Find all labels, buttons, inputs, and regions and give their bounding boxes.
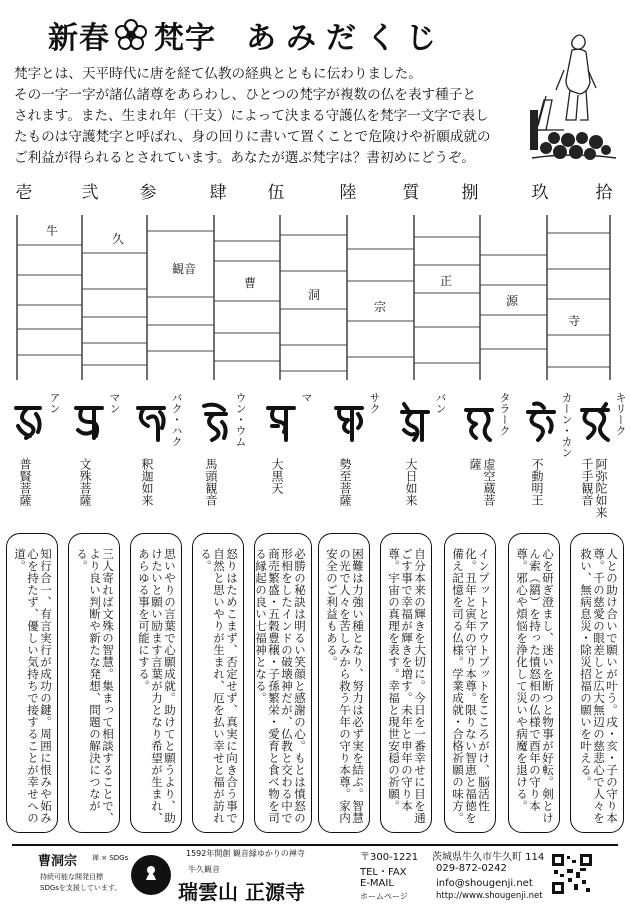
intro-line: されます。また、生まれ年（干支）によって決まる守護仏を梵字一文字で表し: [14, 108, 489, 124]
bonji-item: [456, 392, 516, 512]
bonji-item: [66, 392, 126, 512]
amidakuji-ladder: [14, 205, 614, 380]
bonji-man-icon: [72, 400, 106, 444]
bonji-saku-icon: [332, 400, 366, 444]
sdgs-support: SDGsを支援しています。: [40, 884, 122, 892]
description-box: [192, 533, 244, 833]
description-box: [380, 533, 432, 833]
qr-code-icon[interactable]: [552, 854, 592, 894]
bonji-item: [192, 392, 252, 512]
numeral-4: 肆: [209, 183, 227, 203]
ladder-label: 寺: [567, 314, 581, 328]
bonji-ma-icon: [264, 400, 298, 444]
ladder-label: 観音: [171, 262, 197, 276]
description-box: [570, 533, 624, 833]
ladder-label: 洞: [307, 288, 321, 302]
postal-code: 〒300-1221: [360, 852, 419, 863]
numeral-9: 玖: [531, 183, 549, 203]
description-text: 自分本来の輝きを大切に。今日を一番幸せに目を通ごす事で幸福が輝きを増す。未年と申年の守り本尊。宇宙の真理を表す。幸福と現世安穏の祈願。: [387, 548, 427, 824]
history-text: 1592年開創 観音縁ゆかりの禅寺: [186, 849, 305, 858]
bonji-item: [518, 392, 578, 512]
numeral-6: 陸: [339, 183, 357, 203]
bonji-an-icon: [12, 400, 46, 444]
bonji-reading: ウン・ウム: [234, 392, 247, 447]
page-title: [48, 12, 446, 58]
address: 茨城県牛久市牛久町 114: [432, 852, 545, 863]
bonji-reading: カーン・カン: [560, 392, 573, 458]
description-box: [254, 533, 312, 833]
bonji-deity: 勢至菩薩: [338, 458, 352, 506]
bonji-taraku-icon: [462, 400, 496, 444]
email-link[interactable]: info@shougenji.net: [436, 878, 533, 889]
ladder-label: 牛: [45, 224, 59, 238]
bonji-reading: マン: [108, 392, 121, 414]
bonji-deity: 阿弥陀如来 千手観音: [580, 458, 608, 518]
bonji-deity: 大黒天: [270, 458, 284, 494]
description-text: 怒りはためこまず、否定せず、真実に向き合う事で自然と思いやりが生まれ、厄を払い幸せと福が訪れる。: [199, 548, 239, 824]
ladder-label: 曹: [243, 276, 257, 290]
bonji-item: [128, 392, 188, 512]
description-text: 人との助け合いで願いが叶う。戌・亥・子の守り本尊。千の慈愛の眼差しと広大無辺の慈悲心で人々を救い、無病息災・除災招福の願いを叶える。: [579, 548, 619, 824]
tel-label: TEL・FAX: [360, 867, 407, 878]
bonji-deity: 大日如来: [404, 458, 418, 506]
bonji-deity: 普賢菩薩: [18, 458, 32, 506]
numeral-1: 壱: [15, 183, 33, 203]
sdgs-label: 禅 × SDGs: [92, 854, 129, 862]
bonji-item: [6, 392, 66, 512]
title-bonji: 梵字: [154, 21, 216, 56]
zen-circle-logo: [128, 852, 174, 898]
bonji-reading: タラーク: [498, 392, 511, 436]
bonji-un-icon: [198, 400, 232, 444]
ladder-label: 源: [505, 294, 519, 308]
temple-name: 瑞雲山 正源寺: [178, 880, 305, 904]
numeral-3: 参: [139, 183, 157, 203]
description-text: 思いやりの言葉で心願成就。助けてと願うより、助けたいと願い励ます言葉が力となり希望が生まれ、あらゆる事を可能にする。: [137, 548, 177, 824]
sub-name: 牛久観音: [188, 865, 220, 874]
homepage-label: ホームページ: [360, 892, 408, 901]
bonji-reading: マ: [300, 392, 313, 403]
intro-line: ご利益が得られるとされています。あなたが選ぶ梵字は？書初めにどうぞ。: [14, 150, 475, 166]
bonji-deity: 不動明王: [530, 458, 544, 506]
bonji-reading: キリーク: [614, 392, 627, 436]
bonji-baku-icon: [134, 400, 168, 444]
homepage-link[interactable]: http://www.shougenji.net: [436, 891, 543, 901]
bonji-item: [392, 392, 452, 512]
kannon-statue-illustration: [524, 30, 620, 170]
tel-number: 029-872-0242: [436, 863, 507, 874]
title-shinshun: 新春: [48, 21, 110, 56]
description-box: [6, 533, 58, 833]
description-text: インプットとアウトプットをこころがけ、脳活性化。丑年と寅年の守り本尊。限りない智恵と福徳を備え記憶を司る仏様。学業成就・合格祈願の味方。: [451, 548, 491, 824]
bonji-reading: アン: [48, 392, 61, 414]
description-text: 知行合一、有言実行が成功の鍵。周囲に恨みや妬み心を持たず、優しい気持ちで接することが幸せへの道。: [13, 548, 53, 824]
bonji-deity: 釈迦如来: [140, 458, 154, 506]
bonji-kiriku-icon: [578, 400, 612, 444]
email-label: E-MAIL: [360, 878, 394, 889]
description-text: 心を研ぎ澄まし、迷いを断つと物事が好転。剣とけん索（羂）を持った憤怒相の仏様で酉年の守り本尊。邪心や煩悩を浄化して災いや病魔を退ける。: [515, 548, 555, 824]
bonji-reading: バク・ハク: [170, 392, 183, 447]
description-box: [68, 533, 120, 833]
ladder-label: 久: [111, 232, 125, 246]
numeral-5: 伍: [267, 183, 285, 203]
bonji-item: [326, 392, 386, 512]
description-box: [508, 533, 560, 833]
description-text: 困難は力強い種となり、努力は必ず実を結ぶ。智慧の光で人々を苦しみから救う午年の守り本尊。家内安全のご利益もある。: [325, 548, 365, 824]
intro-line: その一字一字が諸仏諸尊をあらわし、ひとつの梵字が複数の仏を表す種子と: [14, 87, 476, 103]
bonji-deity: 馬頭観音: [204, 458, 218, 506]
sdgs-note: 持続可能な開発目標: [40, 873, 103, 881]
bonji-deity: 虚空蔵菩薩: [468, 458, 496, 506]
bonji-item: [258, 392, 318, 512]
numeral-2: 弐: [81, 183, 99, 203]
footer: [0, 838, 630, 906]
plum-blossom-icon: [114, 18, 148, 52]
footer-divider: [12, 844, 618, 846]
numeral-7: 質: [402, 183, 420, 203]
description-text: 三人寄れば文殊の智慧。集まって相談することで、より良い判断や新たな発想、問題の解決につながる。: [75, 548, 115, 824]
bonji-ban-icon: [398, 400, 432, 444]
description-text: 必勝の秘訣は明るい笑顔と感謝の心。もとは憤怒の形相をしたインドの破壊神だが、仏教と交わる中で商売繁盛・五穀豊穣・子孫繁栄・愛育と食べ物を司る縁起の良い七福神となる。: [254, 548, 307, 824]
description-box: [130, 533, 182, 833]
intro-line: たものは守護梵字と呼ばれ、身の回りに書いて置くことで危険けや祈願成就の: [14, 129, 491, 145]
ladder-label: 正: [439, 274, 453, 288]
bonji-deity: 文殊菩薩: [78, 458, 92, 506]
intro-text: [14, 64, 519, 169]
numeral-10: 拾: [595, 183, 613, 203]
ladder-label: 宗: [373, 300, 387, 314]
sect-name: 曹洞宗: [38, 854, 78, 869]
numeral-8: 捌: [461, 183, 479, 203]
bonji-item: [576, 392, 630, 518]
bonji-reading: バン: [434, 392, 447, 414]
bonji-kan-icon: [524, 400, 558, 444]
description-box: [444, 533, 496, 833]
title-amidakuji: あみだくじ: [246, 21, 446, 56]
intro-line: 梵字とは、天平時代に唐を経て仏教の経典とともに伝わりました。: [14, 66, 422, 82]
bonji-reading: サク: [368, 392, 381, 414]
description-box: [318, 533, 370, 833]
